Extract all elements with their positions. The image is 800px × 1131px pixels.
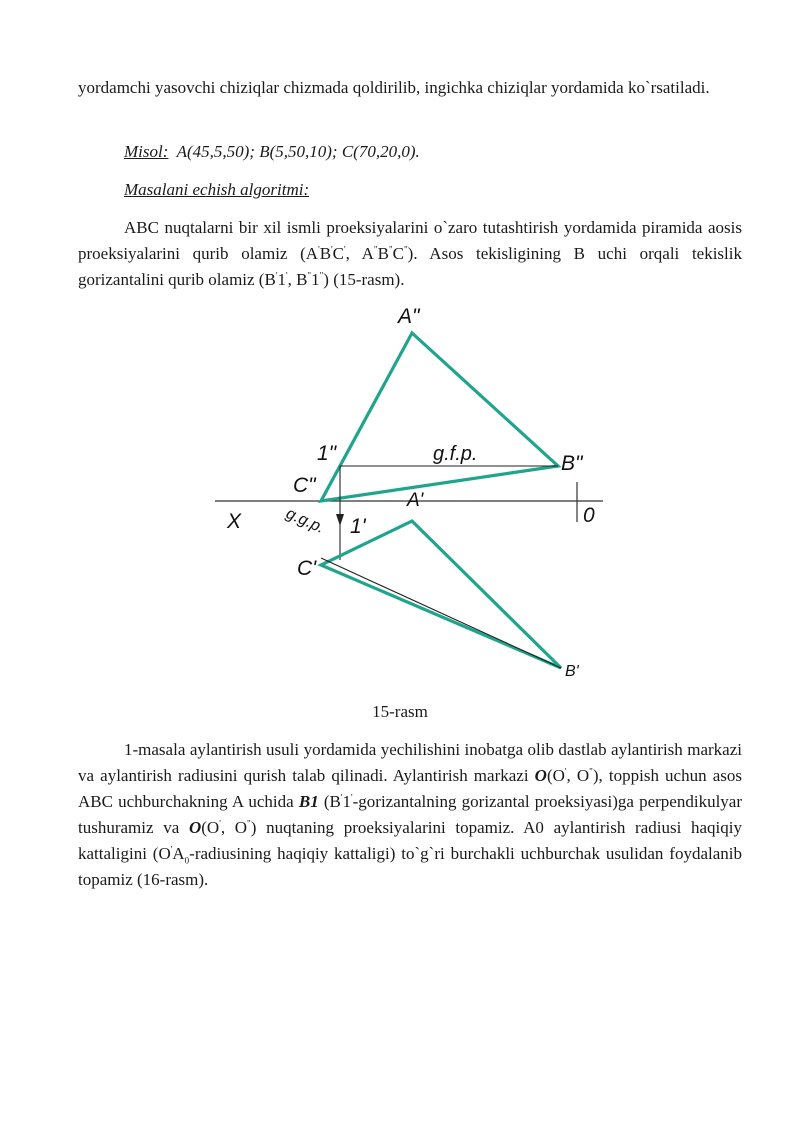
arrow-head	[336, 514, 344, 526]
label-B2: B"	[561, 452, 583, 475]
label-C1: C'	[297, 557, 317, 580]
paragraph-rotation: 1-masala aylantirish usuli yordamida yechilishini inobatga olib dastlab aylantirish markazi va aylantirish radiusini qurish talab qilinadi. Aylantirish markazi O(O', O"), toppish uchun asos ABC uchburchakning A uchida B1 (B'1'-gorizantalning gorizantal proeksiyasi)ga perpendikulyar tushuramiz va O(O', O") nuqtaning proeksiyalarini topamiz. A0 aylantirish radiusi haqiqiy kattaligini ($O'A_0$-radiusining haqiqiy kattaligi) to`g`ri burchakli uchburchak usulidan foydalanib topamiz (16-rasm).	[78, 740, 743, 889]
horizontal-horizontal-line	[321, 558, 561, 668]
figure-15	[205, 300, 615, 695]
example-label: Misol:	[124, 142, 169, 161]
paragraph-construction: ABC nuqtalarni bir xil ismli proeksiyalarini o`zaro tutashtirish yordamida piramida aosis proeksiyalarini qurib olamiz (A'B'C', A"B"C"). Asos tekisligining B uchi orqali tekislik gorizantalini qurib olamiz (B'1', B"1") (15-rasm).	[78, 218, 742, 289]
label-C2: C"	[293, 474, 316, 497]
label-A2: A"	[398, 305, 420, 328]
horizontal-triangle	[321, 521, 561, 668]
example-line	[124, 139, 420, 165]
label-B1: B'	[565, 663, 579, 680]
label-ggp: g.g.p.	[283, 505, 327, 537]
label-O: 0	[583, 504, 595, 527]
frontal-triangle	[321, 333, 558, 501]
label-A1: A'	[407, 490, 424, 511]
projection-drawing	[205, 300, 615, 695]
label-gfp: g.f.p.	[433, 443, 478, 465]
label-X: X	[227, 510, 242, 533]
label-1-horizontal: 1'	[350, 515, 366, 538]
figure-caption: 15-rasm	[372, 702, 428, 721]
label-1-frontal: 1"	[317, 442, 337, 465]
algorithm-heading	[124, 177, 309, 203]
example-coordinates: A(45,5,50); B(5,50,10); C(70,20,0).	[176, 142, 420, 161]
paragraph-continuation	[78, 75, 742, 101]
algorithm-heading-text: Masalani echish algoritmi:	[124, 180, 310, 199]
paragraph-text: yordamchi yasovchi chiziqlar chizmada qoldirilib, ingichka chiziqlar yordamida ko`rsatiladi.	[78, 78, 710, 97]
